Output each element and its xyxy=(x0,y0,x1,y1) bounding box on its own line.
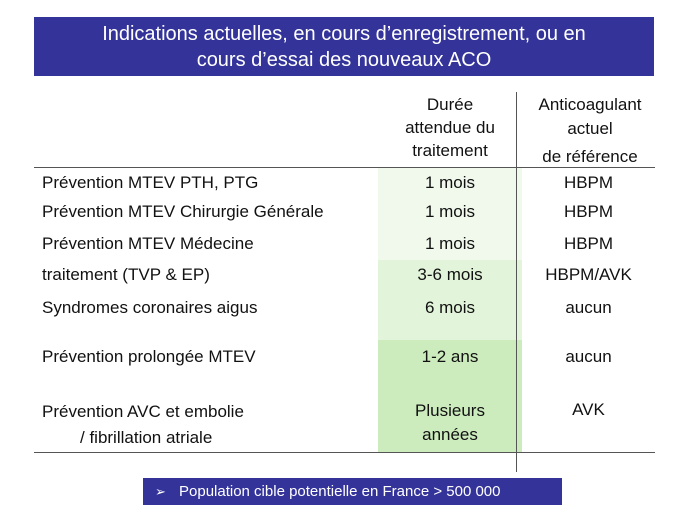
row-label: Prévention MTEV Chirurgie Générale xyxy=(42,202,324,221)
row-duration: 1 mois xyxy=(424,202,476,221)
row-reference: HBPM xyxy=(563,202,614,221)
table-bottom-rule xyxy=(34,452,655,453)
header-divider xyxy=(34,167,655,168)
header-duration: Durée attendue du traitement xyxy=(405,95,495,160)
row-reference: aucun xyxy=(565,298,612,317)
row-label: traitement (TVP & EP) xyxy=(42,265,210,284)
row-duration: Plusieurs années xyxy=(415,401,485,444)
row-label: Prévention AVC et embolie / fibrillation atriale xyxy=(42,402,244,447)
row-reference: HBPM xyxy=(563,234,614,253)
footer-text: Population cible potentielle en France > 500 000 xyxy=(179,483,501,500)
row-duration: 1 mois xyxy=(424,173,476,192)
row-reference: HBPM/AVK xyxy=(545,265,632,284)
row-duration: 3-6 mois xyxy=(417,265,483,284)
row-reference: AVK xyxy=(572,400,605,419)
row-label: Prévention MTEV Médecine xyxy=(42,234,254,253)
row-reference: aucun xyxy=(565,347,612,366)
row-duration: 6 mois xyxy=(424,298,476,317)
row-duration: 1-2 ans xyxy=(421,347,479,366)
row-reference: HBPM xyxy=(563,173,614,192)
arrow-bullet-icon: ➢ xyxy=(155,484,166,499)
row-duration: 1 mois xyxy=(424,234,476,253)
footer-note xyxy=(143,478,562,505)
title-line-2: cours d’essai des nouveaux ACO xyxy=(196,49,492,71)
row-label: Syndromes coronaires aigus xyxy=(42,298,258,317)
row-label: Prévention prolongée MTEV xyxy=(42,347,256,366)
header-reference: Anticoagulant actuel de référence xyxy=(538,95,642,166)
title-line-1: Indications actuelles, en cours d’enregistrement, ou en xyxy=(102,23,586,45)
slide-title xyxy=(34,17,654,76)
row-label: Prévention MTEV PTH, PTG xyxy=(42,173,259,192)
